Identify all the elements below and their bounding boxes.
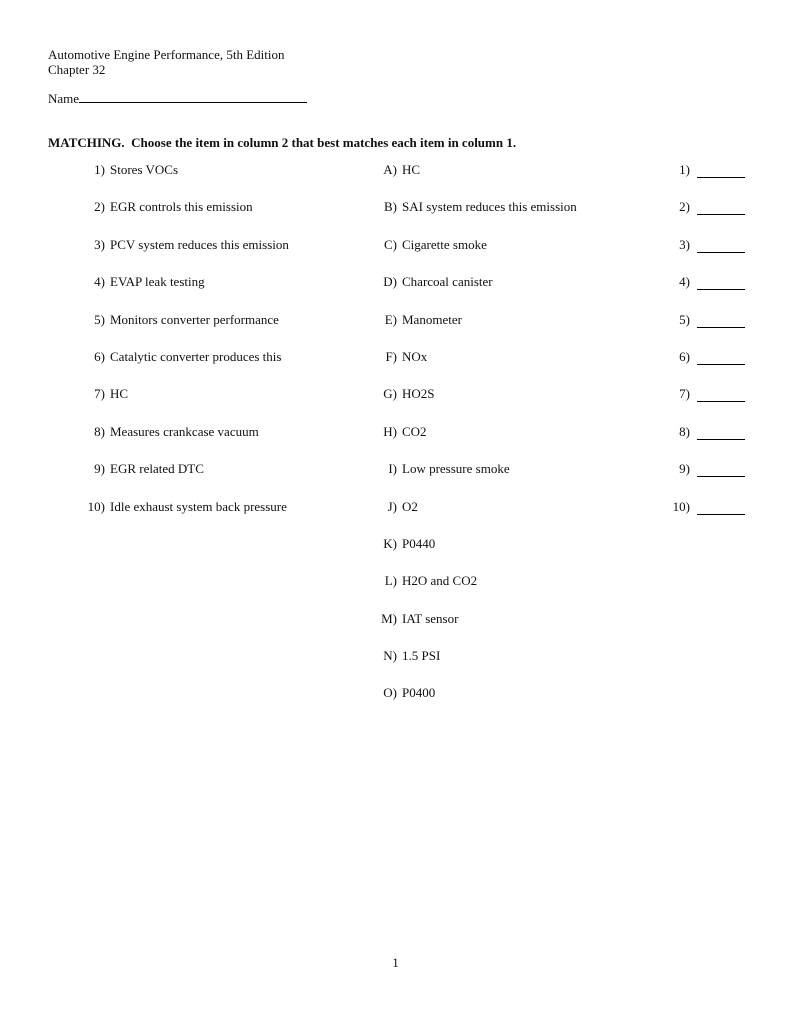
- column1-item: [48, 237, 348, 274]
- item-number: 6): [94, 348, 105, 364]
- choice-letter: A): [383, 162, 397, 177]
- column1-item: [48, 162, 348, 199]
- choice-text: O2: [402, 498, 418, 514]
- book-title: Automotive Engine Performance, 5th Edition: [48, 47, 285, 62]
- answer-number: 8): [679, 423, 690, 439]
- choice-letter: G): [383, 386, 397, 402]
- choice-text: H2O and CO2: [402, 573, 478, 589]
- choice-text: Low pressure smoke: [402, 461, 510, 477]
- choice-text: P0400: [402, 685, 436, 701]
- answer-blank[interactable]: [697, 315, 745, 328]
- choice-letter: I): [388, 461, 397, 477]
- answer-row: [640, 237, 760, 274]
- answer-row: [640, 349, 760, 386]
- item-text: EVAP leak testing: [110, 274, 205, 290]
- item-number: 10): [87, 498, 105, 514]
- choice-text: Cigarette smoke: [402, 236, 487, 252]
- column2-item: [360, 162, 630, 199]
- choice-text: Charcoal canister: [402, 274, 493, 290]
- answer-row: [640, 274, 760, 311]
- answer-column: [640, 162, 760, 536]
- choice-text: HC: [402, 162, 421, 177]
- name-row: [48, 89, 307, 106]
- column2-item: [360, 648, 630, 685]
- choice-text: IAT sensor: [402, 610, 459, 626]
- choice-text: 1.5 PSI: [402, 648, 441, 664]
- answer-number: 2): [679, 199, 690, 215]
- page-number: 1: [392, 955, 399, 970]
- item-text: HC: [110, 386, 129, 402]
- answer-number: 9): [679, 461, 690, 477]
- column2-item: [360, 536, 630, 573]
- item-text: Idle exhaust system back pressure: [110, 498, 287, 514]
- column-1: [48, 162, 348, 536]
- column1-item: [48, 199, 348, 236]
- item-text: EGR controls this emission: [110, 199, 253, 215]
- item-text: Measures crankcase vacuum: [110, 423, 259, 439]
- answer-number: 4): [679, 274, 690, 290]
- column2-item: [360, 312, 630, 349]
- column1-item: [48, 349, 348, 386]
- document-header: [48, 47, 284, 77]
- choice-letter: J): [387, 498, 397, 514]
- item-number: 2): [94, 199, 105, 215]
- item-text: EGR related DTC: [110, 461, 204, 477]
- choice-text: P0440: [402, 535, 436, 551]
- column-2: [360, 162, 630, 723]
- answer-number: 3): [679, 236, 690, 252]
- choice-letter: L): [384, 573, 397, 589]
- item-text: Catalytic converter produces this: [110, 348, 282, 364]
- choice-letter: B): [384, 199, 397, 215]
- column2-item: [360, 685, 630, 722]
- answer-row: [640, 199, 760, 236]
- answer-blank[interactable]: [697, 427, 745, 440]
- answer-blank[interactable]: [697, 277, 745, 290]
- item-number: 8): [94, 423, 105, 439]
- choice-letter: N): [383, 648, 397, 664]
- item-text: Monitors converter performance: [110, 311, 279, 327]
- item-number: 4): [94, 274, 105, 290]
- column1-item: [48, 312, 348, 349]
- column2-item: [360, 499, 630, 536]
- choice-letter: M): [381, 610, 397, 626]
- answer-blank[interactable]: [697, 389, 745, 402]
- answer-number: 7): [679, 386, 690, 402]
- answer-blank[interactable]: [697, 240, 745, 253]
- item-number: 3): [94, 236, 105, 252]
- answer-row: [640, 312, 760, 349]
- column2-item: [360, 349, 630, 386]
- column1-item: [48, 424, 348, 461]
- name-blank-line[interactable]: [79, 89, 307, 103]
- item-number: 1): [94, 162, 105, 177]
- answer-row: [640, 424, 760, 461]
- answer-number: 10): [672, 498, 690, 514]
- choice-letter: F): [385, 348, 397, 364]
- item-number: 7): [94, 386, 105, 402]
- column2-item: [360, 237, 630, 274]
- column2-item: [360, 573, 630, 610]
- answer-blank[interactable]: [697, 165, 745, 178]
- column2-item: [360, 199, 630, 236]
- choice-text: NOx: [402, 348, 428, 364]
- answer-blank[interactable]: [697, 202, 745, 215]
- column2-item: [360, 386, 630, 423]
- choice-letter: K): [383, 535, 397, 551]
- item-number: 5): [94, 311, 105, 327]
- column1-item: [48, 499, 348, 536]
- column1-item: [48, 386, 348, 423]
- choice-letter: E): [384, 311, 397, 327]
- answer-row: [640, 162, 760, 199]
- answer-blank[interactable]: [697, 502, 745, 515]
- column1-item: [48, 274, 348, 311]
- answer-number: 6): [679, 348, 690, 364]
- column2-item: [360, 274, 630, 311]
- choice-letter: C): [384, 236, 397, 252]
- answer-row: [640, 461, 760, 498]
- choice-text: SAI system reduces this emission: [402, 199, 577, 215]
- choice-letter: D): [383, 274, 397, 290]
- column2-item: [360, 424, 630, 461]
- item-text: PCV system reduces this emission: [110, 236, 289, 252]
- chapter-label: Chapter 32: [48, 62, 106, 77]
- choice-letter: O): [383, 685, 397, 701]
- item-number: 9): [94, 461, 105, 477]
- answer-row: [640, 386, 760, 423]
- answer-row: [640, 499, 760, 536]
- choice-text: CO2: [402, 423, 427, 439]
- choice-letter: H): [383, 423, 397, 439]
- item-text: Stores VOCs: [110, 162, 179, 177]
- column1-item: [48, 461, 348, 498]
- choice-text: Manometer: [402, 311, 462, 327]
- answer-number: 5): [679, 311, 690, 327]
- column2-item: [360, 611, 630, 648]
- answer-number: 1): [679, 162, 690, 177]
- answer-blank[interactable]: [697, 464, 745, 477]
- matching-instructions: MATCHING. Choose the item in column 2 that best matches each item in column 1.: [48, 135, 517, 150]
- choice-text: HO2S: [402, 386, 435, 402]
- name-label: Name: [48, 91, 80, 106]
- column2-item: [360, 461, 630, 498]
- answer-blank[interactable]: [697, 352, 745, 365]
